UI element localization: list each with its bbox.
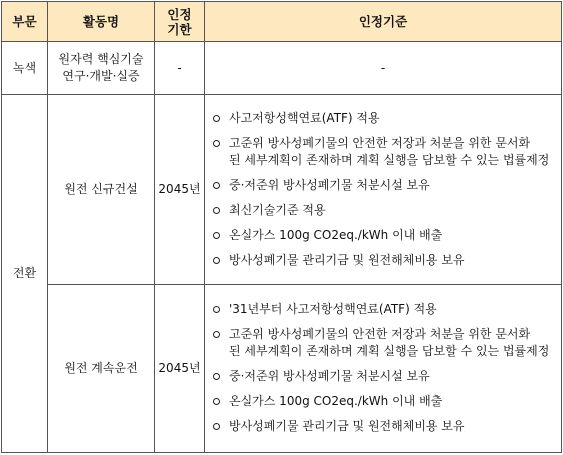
criteria-item (211, 177, 557, 194)
criteria-text-continued: 된 세부계획이 존재하며 계획 실행을 담보할 수 있는 법률제정 (229, 344, 550, 359)
circle-bullet-icon (213, 423, 220, 430)
cell-activity-new-build: 원전 신규건설 (48, 95, 155, 284)
criteria-item (211, 326, 557, 360)
circle-bullet-icon (213, 398, 220, 405)
header-category: 부문 (2, 2, 48, 42)
cell-category-transition: 전환 (2, 95, 48, 453)
criteria-text: 사고저항성핵연료(ATF) 적용 (229, 110, 380, 125)
criteria-text: 중·저준위 방사성폐기물 처분시설 보유 (229, 369, 430, 384)
criteria-item (211, 135, 557, 169)
cell-activity-continued: 원전 계속운전 (48, 284, 155, 452)
cell-category-green: 녹색 (2, 42, 48, 95)
circle-bullet-icon (213, 331, 220, 338)
cell-deadline-green: - (155, 42, 205, 95)
header-deadline-line2: 기한 (167, 21, 192, 37)
criteria-table (1, 1, 562, 453)
header-criteria: 인정기준 (205, 2, 562, 42)
criteria-item (211, 418, 557, 435)
criteria-text: 온실가스 100g CO2eq./kWh 이내 배출 (229, 227, 443, 242)
circle-bullet-icon (213, 232, 220, 239)
cell-criteria-green: - (205, 42, 562, 95)
table-row-continued-operation (2, 284, 562, 452)
criteria-item (211, 301, 557, 318)
criteria-text: 방사성폐기물 관리기금 및 원전해체비용 보유 (229, 252, 465, 267)
criteria-item (211, 110, 557, 127)
header-row (2, 2, 562, 42)
criteria-text: 방사성폐기물 관리기금 및 원전해체비용 보유 (229, 419, 465, 434)
criteria-item (211, 368, 557, 385)
circle-bullet-icon (213, 115, 220, 122)
header-deadline-line1: 인정 (167, 6, 192, 22)
criteria-text: 온실가스 100g CO2eq./kWh 이내 배출 (229, 394, 443, 409)
criteria-text: 최신기술기준 적용 (229, 202, 326, 217)
cell-deadline-new-build: 2045년 (155, 95, 205, 284)
cell-activity-green (48, 42, 155, 95)
criteria-text: '31년부터 사고저항성핵연료(ATF) 적용 (229, 302, 437, 317)
criteria-item (211, 393, 557, 410)
table-row-green (2, 42, 562, 95)
criteria-item (211, 202, 557, 219)
header-activity: 활동명 (48, 2, 155, 42)
cell-criteria-continued (205, 284, 562, 452)
cell-deadline-continued: 2045년 (155, 284, 205, 452)
circle-bullet-icon (213, 373, 220, 380)
activity-green-line1: 원자력 핵심기술 (58, 52, 144, 67)
circle-bullet-icon (213, 306, 220, 313)
activity-green-line2: 연구·개발·실증 (62, 69, 140, 84)
table-row-new-build (2, 95, 562, 284)
criteria-text: 고준위 방사성폐기물의 안전한 저장과 처분을 위한 문서화 (229, 327, 531, 342)
circle-bullet-icon (213, 257, 220, 264)
criteria-text-continued: 된 세부계획이 존재하며 계획 실행을 담보할 수 있는 법률제정 (229, 152, 550, 167)
criteria-list-new-build (211, 110, 557, 269)
criteria-item (211, 252, 557, 269)
criteria-list-continued (211, 301, 557, 435)
cell-criteria-new-build (205, 95, 562, 284)
circle-bullet-icon (213, 207, 220, 214)
criteria-text: 고준위 방사성폐기물의 안전한 저장과 처분을 위한 문서화 (229, 135, 531, 150)
header-deadline (155, 2, 205, 42)
criteria-text: 중·저준위 방사성폐기물 처분시설 보유 (229, 177, 430, 192)
circle-bullet-icon (213, 182, 220, 189)
criteria-item (211, 227, 557, 244)
circle-bullet-icon (213, 140, 220, 147)
